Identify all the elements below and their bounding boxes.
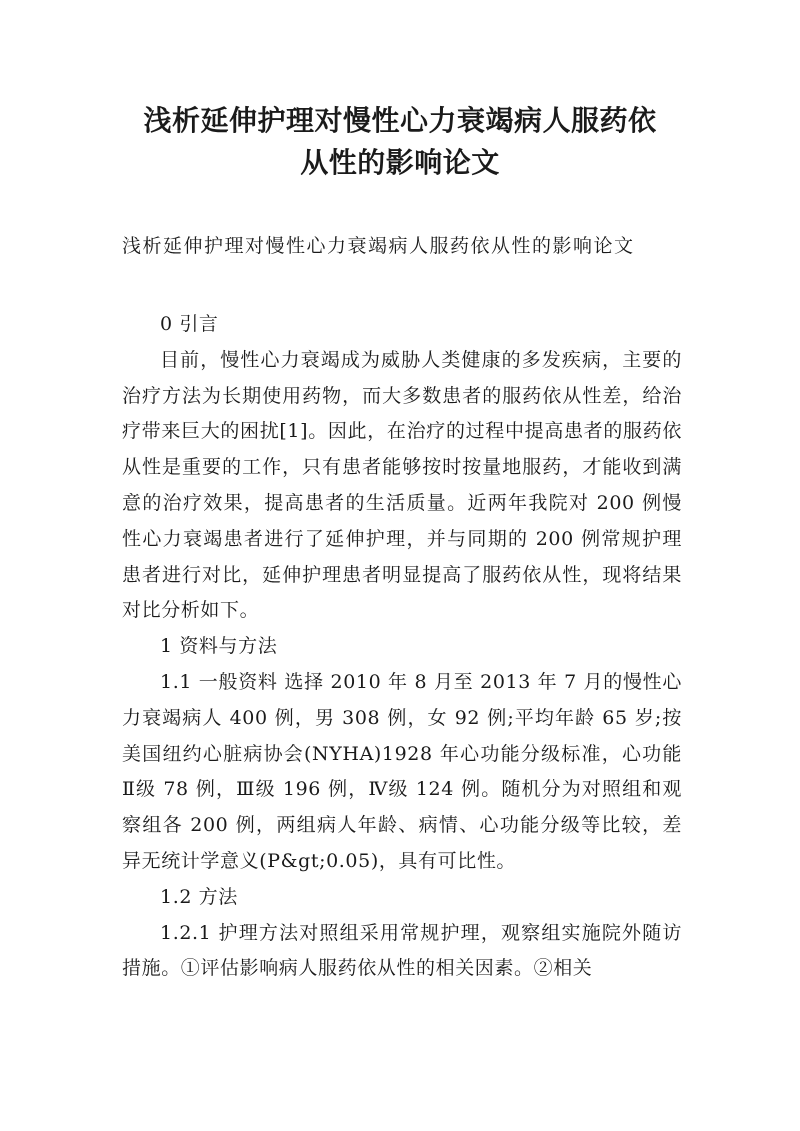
paragraph-nursing-methods: 1.2.1 护理方法对照组采用常规护理，观察组实施院外随访措施。①评估影响病人服药依从性的相关因素。②相关 (122, 921, 682, 980)
heading-methods: 1.2 方法 (160, 885, 238, 908)
title-line-1: 浅析延伸护理对慢性心力衰竭病人服药依 (143, 104, 657, 137)
paragraph-general-data: 1.1 一般资料 选择 2010 年 8 月至 2013 年 7 月的慢性心力衰竭病人 400 例，男 308 例，女 92 例;平均年龄 65 岁;按美国纽约心脏病协会(NYHA)1928 年心功能分级标准，心功能Ⅱ级 78 例，Ⅲ级 196 例，Ⅳ级 124 例。随机分为对照组和观察组各 200 例，两组病人年龄、病情、心功能分级等比较，差异无统计学意义(P&gt;0.05)，具有可比性。 (122, 670, 682, 872)
heading-materials-methods: 1 资料与方法 (160, 635, 278, 658)
heading-introduction: 0 引言 (160, 313, 219, 335)
paragraph-introduction: 目前，慢性心力衰竭成为威胁人类健康的多发疾病，主要的治疗方法为长期使用药物，而大多数患者的服药依从性差，给治疗带来巨大的困扰[1]。因此，在治疗的过程中提高患者的服药依从性是重要的工作，只有患者能够按时按量地服药，才能收到满意的治疗效果，提高患者的生活质量。近两年我院对 200 例慢性心力衰竭患者进行了延伸护理，并与同期的 200 例常规护理患者进行对比，延伸护理患者明显提高了服药依从性，现将结果对比分析如下。 (122, 348, 682, 622)
document-body (122, 307, 682, 987)
document-title (60, 100, 740, 184)
document-subtitle: 浅析延伸护理对慢性心力衰竭病人服药依从性的影响论文 (122, 235, 635, 257)
title-line-2: 从性的影响论文 (300, 146, 500, 179)
